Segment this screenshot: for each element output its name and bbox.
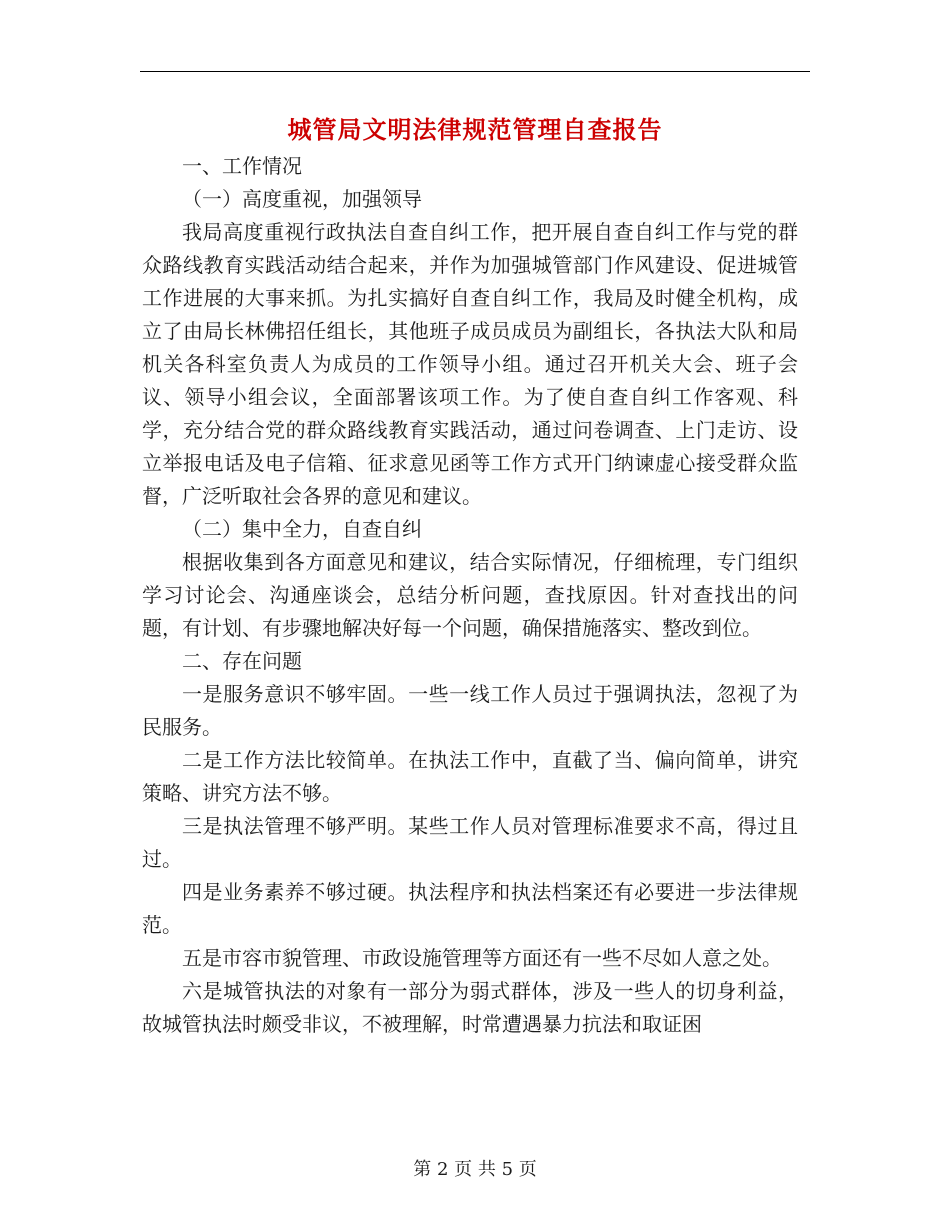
subsection-heading-1: （一）高度重视，加强领导 (182, 187, 422, 211)
problem-item-1: 一是服务意识不够牢固。一些一线工作人员过于强调执法，忽视了为民服务。 (142, 682, 798, 739)
problem-item-5: 五是市容市貌管理、市政设施管理等方面还有一些不尽如人意之处。 (182, 946, 782, 970)
subsection-heading-2: （二）集中全力，自查自纠 (182, 517, 422, 541)
problem-item-6: 六是城管执法的对象有一部分为弱式群体，涉及一些人的切身利益，故城管执法时颇受非议，不被理解，时常遭遇暴力抗法和取证困 (142, 979, 798, 1036)
body-paragraph: 根据收集到各方面意见和建议，结合实际情况，仔细梳理，专门组织学习讨论会、沟通座谈会，总结分析问题，查找原因。针对查找出的问题，有计划、有步骤地解决好每一个问题，确保措施落实、整改到位。 (142, 550, 798, 640)
problem-item-3: 三是执法管理不够严明。某些工作人员对管理标准要求不高，得过且过。 (142, 814, 798, 871)
page-number-footer: 第 2 页 共 5 页 (413, 1159, 537, 1180)
section-heading-1: 一、工作情况 (182, 154, 302, 178)
problem-item-4: 四是业务素养不够过硬。执法程序和执法档案还有必要进一步法律规范。 (142, 880, 798, 937)
document-title: 城管局文明法律规范管理自查报告 (287, 115, 663, 144)
problem-item-2: 二是工作方法比较简单。在执法工作中，直截了当、偏向简单，讲究策略、讲究方法不够。 (142, 748, 798, 805)
section-heading-2: 二、存在问题 (182, 649, 302, 673)
header-rule (140, 71, 810, 72)
body-paragraph: 我局高度重视行政执法自查自纠工作，把开展自查自纠工作与党的群众路线教育实践活动结合起来，并作为加强城管部门作风建设、促进城管工作进展的大事来抓。为扎实搞好自查自纠工作，我局及时健全机构，成立了由局长林佛招任组长，其他班子成员成员为副组长，各执法大队和局机关各科室负责人为成员的工作领导小组。通过召开机关大会、班子会议、领导小组会议，全面部署该项工作。为了使自查自纠工作客观、科学，充分结合党的群众路线教育实践活动，通过问卷调查、上门走访、设立举报电话及电子信箱、征求意见函等工作方式开门纳谏虚心接受群众监督，广泛听取社会各界的意见和建议。 (142, 220, 798, 508)
document-body (142, 150, 798, 1041)
